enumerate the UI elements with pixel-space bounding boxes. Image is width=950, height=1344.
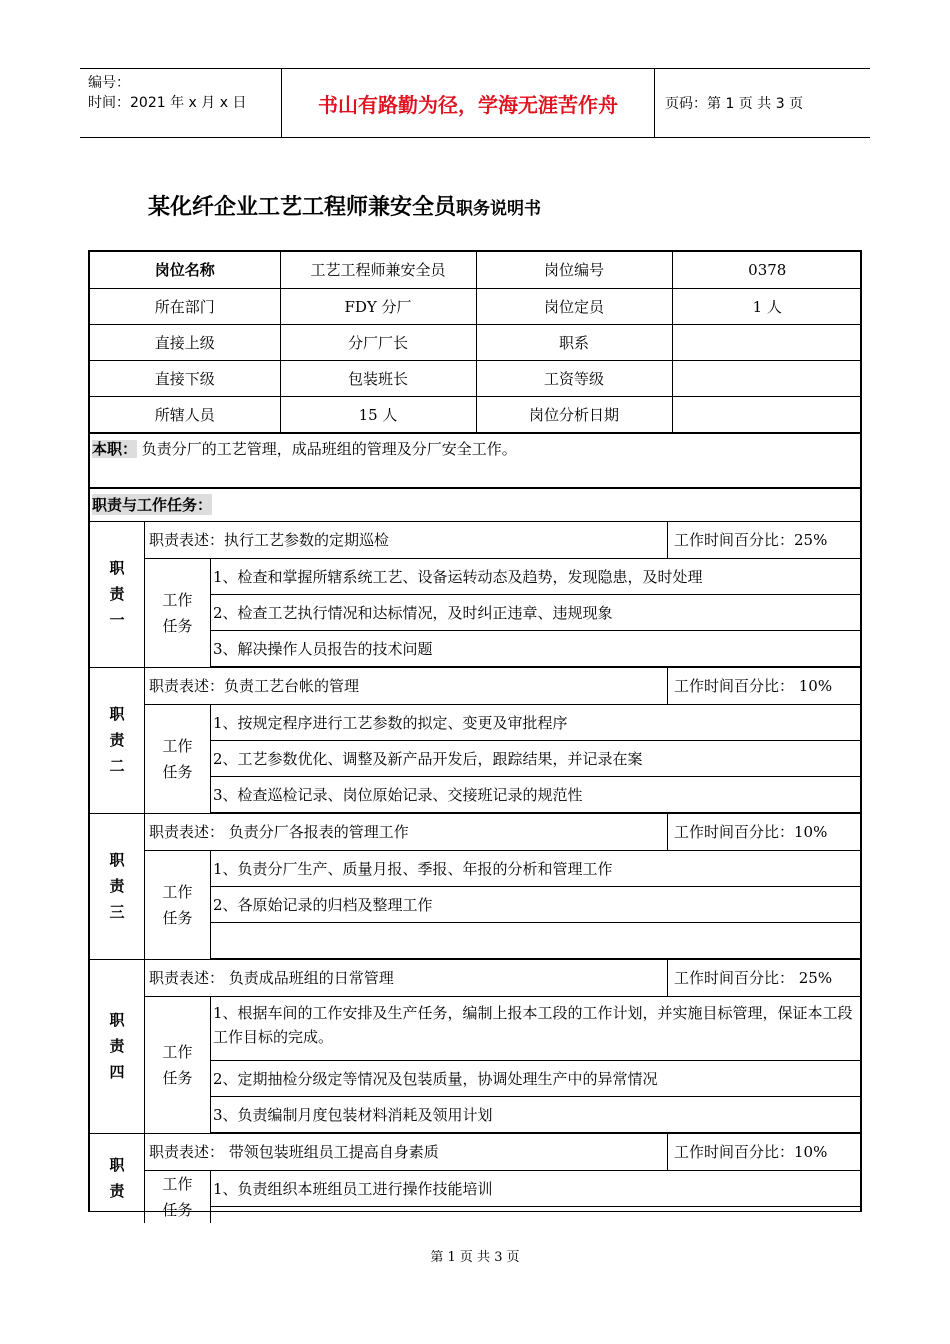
duty-description: 职责表述： 带领包装班组员工提高自身素质 <box>149 1143 439 1161</box>
duty-label-char: 职 <box>109 705 125 723</box>
work-time-percentage: 工作时间百分比：25% <box>667 522 860 558</box>
duty-body <box>145 814 860 959</box>
document-title <box>148 190 541 221</box>
duty-description: 职责表述： 负责分厂各报表的管理工作 <box>149 823 409 841</box>
work-time-percentage: 工作时间百分比： 25% <box>667 960 860 996</box>
title-sub: 职务说明书 <box>456 199 542 219</box>
duty-label-char: 责 <box>109 585 125 603</box>
task-list <box>211 559 860 667</box>
title-main: 某化纤企业工艺工程师兼安全员 <box>148 195 457 220</box>
info-label: 所在部门 <box>90 288 280 324</box>
info-value: 15 人 <box>280 396 476 432</box>
info-label: 岗位编号 <box>476 252 672 288</box>
info-row <box>90 288 862 324</box>
duty-description-row <box>145 1134 860 1171</box>
task-list <box>211 851 860 959</box>
info-label: 岗位分析日期 <box>476 396 672 432</box>
info-row <box>90 396 862 432</box>
task-label-line: 工作 <box>162 736 193 755</box>
info-value: 包装班长 <box>280 360 476 396</box>
task-label-line: 工作 <box>162 1174 193 1193</box>
task-label <box>145 997 211 1133</box>
info-label: 所辖人员 <box>90 396 280 432</box>
task-label-line: 工作 <box>162 882 193 901</box>
task-item: 2、各原始记录的归档及整理工作 <box>211 887 860 923</box>
duty-description: 职责表述：负责工艺台帐的管理 <box>149 677 360 695</box>
task-label-line: 任务 <box>162 616 193 635</box>
info-label: 岗位名称 <box>90 252 280 288</box>
duty-label-char: 职 <box>109 1156 125 1174</box>
task-item: 1、按规定程序进行工艺参数的拟定、变更及审批程序 <box>211 705 860 741</box>
header-page-number: 页码：第 1 页 共 3 页 <box>665 96 804 112</box>
duty-block <box>90 813 860 959</box>
duty-label <box>90 668 145 813</box>
task-item: 1、负责组织本班组员工进行操作技能培训 <box>211 1171 860 1207</box>
task-item: 3、检查巡检记录、岗位原始记录、交接班记录的规范性 <box>211 777 860 813</box>
duty-label-char: 二 <box>109 757 125 775</box>
task-label-line: 任务 <box>162 762 193 781</box>
task-list <box>211 997 860 1133</box>
info-label: 岗位定员 <box>476 288 672 324</box>
duty-description-row <box>145 668 860 705</box>
task-label-line: 任务 <box>162 1068 193 1087</box>
task-label-line: 工作 <box>162 590 193 609</box>
page-header <box>80 68 870 138</box>
duty-body <box>145 960 860 1133</box>
info-label: 直接上级 <box>90 324 280 360</box>
duty-block <box>90 667 860 813</box>
task-item: 1、根据车间的工作安排及生产任务，编制上报本工段的工作计划，并实施目标管理，保证本工段工作目标的完成。 <box>211 997 860 1061</box>
work-time-percentage: 工作时间百分比：10% <box>667 1134 860 1170</box>
task-section <box>145 997 860 1133</box>
duty-label <box>90 522 145 667</box>
duty-label-char: 一 <box>109 611 125 629</box>
task-label <box>145 1171 211 1223</box>
task-item: 2、检查工艺执行情况和达标情况，及时纠正违章、违规现象 <box>211 595 860 631</box>
info-label: 职系 <box>476 324 672 360</box>
task-section <box>145 559 860 667</box>
info-row <box>90 324 862 360</box>
task-item: 3、解决操作人员报告的技术问题 <box>211 631 860 667</box>
main-responsibility-text: 负责分厂的工艺管理，成品班组的管理及分厂安全工作。 <box>137 439 517 458</box>
page-footer: 第 1 页 共 3 页 <box>430 1250 520 1265</box>
duty-description-row <box>145 814 860 851</box>
main-responsibility <box>90 433 860 487</box>
duty-label-char: 三 <box>109 903 125 921</box>
duty-label-char: 责 <box>109 1182 125 1200</box>
duty-label-char: 责 <box>109 877 125 895</box>
duty-label <box>90 960 145 1133</box>
info-row <box>90 360 862 396</box>
duty-label-char: 四 <box>109 1063 125 1081</box>
task-list <box>211 1171 860 1223</box>
job-description-form <box>88 250 862 1219</box>
duty-description: 职责表述： 负责成品班组的日常管理 <box>149 969 394 987</box>
duties-list <box>90 521 860 1223</box>
duty-description-row <box>145 960 860 997</box>
info-value <box>672 324 862 360</box>
task-label <box>145 851 211 959</box>
work-time-percentage: 工作时间百分比： 10% <box>667 668 860 704</box>
task-item: 3、负责编制月度包装材料消耗及领用计划 <box>211 1097 860 1133</box>
duties-heading <box>90 487 860 521</box>
duty-body <box>145 522 860 667</box>
info-label: 工资等级 <box>476 360 672 396</box>
info-value: 0378 <box>672 252 862 288</box>
duty-label-char: 职 <box>109 1011 125 1029</box>
duties-heading-label: 职责与工作任务： <box>92 496 213 514</box>
duty-label <box>90 814 145 959</box>
position-info-table <box>90 252 862 433</box>
task-item <box>211 923 860 959</box>
task-section <box>145 1171 860 1223</box>
serial-number: 编号： <box>88 75 130 91</box>
task-label <box>145 705 211 813</box>
header-meta <box>80 69 282 137</box>
work-time-percentage: 工作时间百分比：10% <box>667 814 860 850</box>
task-label-line: 工作 <box>162 1042 193 1061</box>
info-value: FDY 分厂 <box>280 288 476 324</box>
duty-label-char: 职 <box>109 559 125 577</box>
duty-description-row <box>145 522 860 559</box>
duty-label-char: 责 <box>109 731 125 749</box>
duty-description: 职责表述：执行工艺参数的定期巡检 <box>149 531 390 549</box>
task-item: 2、工艺参数优化、调整及新产品开发后，跟踪结果，并记录在案 <box>211 741 860 777</box>
duty-label <box>90 1134 145 1223</box>
main-responsibility-label: 本职： <box>92 439 138 458</box>
task-label <box>145 559 211 667</box>
info-value <box>672 360 862 396</box>
info-value: 工艺工程师兼安全员 <box>280 252 476 288</box>
info-value: 分厂厂长 <box>280 324 476 360</box>
header-date: 时间：2021 年 x 月 x 日 <box>88 95 247 111</box>
info-value <box>672 396 862 432</box>
task-item: 1、检查和掌握所辖系统工艺、设备运转动态及趋势，发现隐患，及时处理 <box>211 559 860 595</box>
duty-label-char: 职 <box>109 851 125 869</box>
info-value: 1 人 <box>672 288 862 324</box>
duty-block <box>90 521 860 667</box>
duty-block <box>90 1133 860 1223</box>
task-item: 2、定期抽检分级定等情况及包装质量，协调处理生产中的异常情况 <box>211 1061 860 1097</box>
task-label-line: 任务 <box>162 908 193 927</box>
duty-block <box>90 959 860 1133</box>
duty-body <box>145 1134 860 1223</box>
info-row <box>90 252 862 288</box>
duty-label-char: 责 <box>109 1037 125 1055</box>
task-section <box>145 705 860 813</box>
task-list <box>211 705 860 813</box>
info-label: 直接下级 <box>90 360 280 396</box>
task-label-line: 任务 <box>162 1200 193 1219</box>
task-item: 1、负责分厂生产、质量月报、季报、年报的分析和管理工作 <box>211 851 860 887</box>
task-section <box>145 851 860 959</box>
duty-body <box>145 668 860 813</box>
header-motto: 书山有路勤为径，学海无涯苦作舟 <box>282 69 655 137</box>
